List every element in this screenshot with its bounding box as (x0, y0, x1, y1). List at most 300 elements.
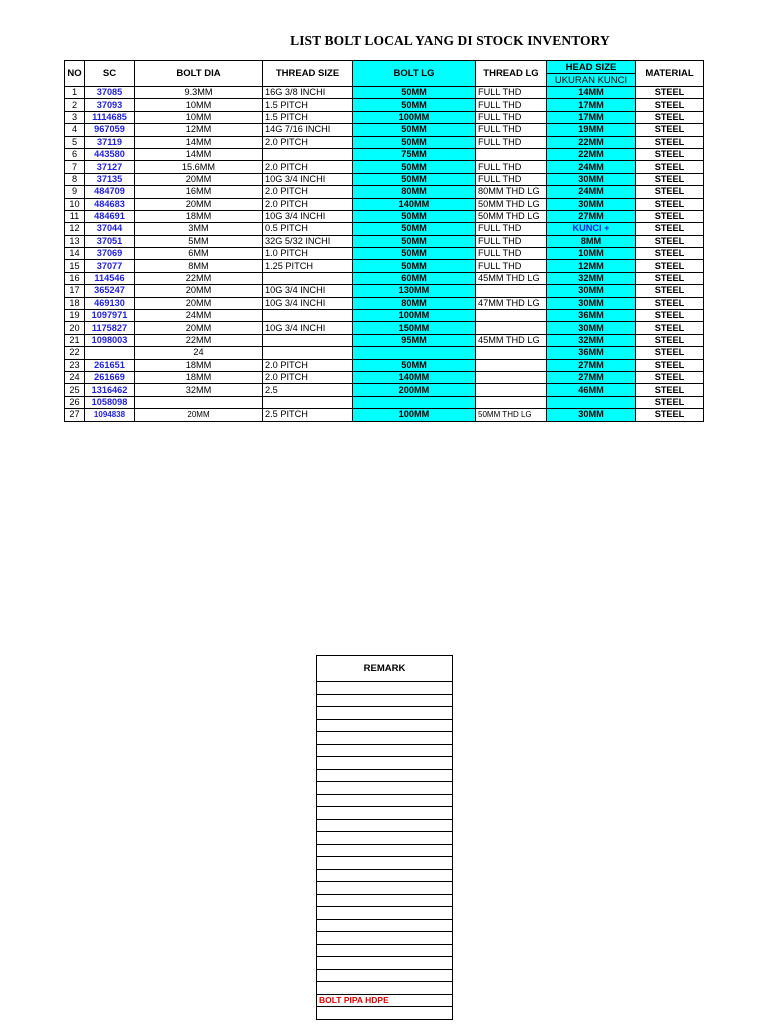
cell-bolt-dia: 20MM (135, 297, 263, 309)
cell-sc: 443580 (85, 148, 135, 160)
header-thread-lg: THREAD LG (476, 61, 547, 87)
cell-bolt-dia: 14MM (135, 136, 263, 148)
cell-thread-lg (476, 384, 547, 396)
cell-head-size: 30MM (547, 297, 636, 309)
cell-bolt-lg: 50MM (353, 173, 476, 185)
remark-row (317, 844, 453, 857)
cell-bolt-lg: 50MM (353, 359, 476, 371)
table-row (65, 409, 704, 421)
cell-bolt-dia: 20MM (135, 409, 263, 421)
cell-head-size: 22MM (547, 148, 636, 160)
cell-material: STEEL (636, 186, 704, 198)
header-bolt-lg: BOLT LG (353, 61, 476, 87)
cell-head-size: 19MM (547, 124, 636, 136)
cell-bolt-dia: 20MM (135, 198, 263, 210)
cell-bolt-lg: 80MM (353, 186, 476, 198)
remark-cell (317, 857, 453, 870)
cell-material: STEEL (636, 260, 704, 272)
cell-thread-size: 10G 3/4 INCHI (263, 285, 353, 297)
cell-thread-size: 2.0 PITCH (263, 161, 353, 173)
cell-thread-lg: 50MM THD LG (476, 409, 547, 421)
header-thread-size: THREAD SIZE (263, 61, 353, 87)
cell-bolt-dia: 20MM (135, 285, 263, 297)
table-row (65, 161, 704, 173)
cell-bolt-lg: 80MM (353, 297, 476, 309)
table-row (65, 322, 704, 334)
cell-thread-lg (476, 396, 547, 408)
header-sc: SC (85, 61, 135, 87)
remark-cell (317, 919, 453, 932)
cell-bolt-lg: 100MM (353, 111, 476, 123)
cell-bolt-lg: 50MM (353, 161, 476, 173)
cell-no: 25 (65, 384, 85, 396)
cell-bolt-dia: 9.3MM (135, 87, 263, 99)
remark-row (317, 682, 453, 695)
remark-cell (317, 969, 453, 982)
table-row (65, 272, 704, 284)
cell-material: STEEL (636, 161, 704, 173)
table-row (65, 235, 704, 247)
remark-row (317, 819, 453, 832)
cell-no: 3 (65, 111, 85, 123)
cell-sc: 114546 (85, 272, 135, 284)
cell-bolt-dia: 10MM (135, 99, 263, 111)
cell-no: 27 (65, 409, 85, 421)
remark-row (317, 832, 453, 845)
cell-no: 4 (65, 124, 85, 136)
remark-cell (317, 744, 453, 757)
cell-thread-lg: FULL THD (476, 260, 547, 272)
cell-thread-size: 10G 3/4 INCHI (263, 173, 353, 185)
cell-no: 18 (65, 297, 85, 309)
cell-head-size: 22MM (547, 136, 636, 148)
cell-thread-lg (476, 347, 547, 359)
cell-thread-lg: FULL THD (476, 99, 547, 111)
table-row (65, 347, 704, 359)
cell-material: STEEL (636, 359, 704, 371)
remark-cell (317, 832, 453, 845)
cell-head-size: 36MM (547, 310, 636, 322)
cell-head-size: 17MM (547, 99, 636, 111)
cell-no: 19 (65, 310, 85, 322)
cell-bolt-lg: 50MM (353, 136, 476, 148)
cell-thread-size: 1.5 PITCH (263, 111, 353, 123)
cell-material: STEEL (636, 173, 704, 185)
remark-cell (317, 769, 453, 782)
cell-head-size: 14MM (547, 87, 636, 99)
cell-no: 1 (65, 87, 85, 99)
cell-no: 22 (65, 347, 85, 359)
remark-header: REMARK (317, 656, 453, 682)
cell-thread-size (263, 148, 353, 160)
table-row (65, 186, 704, 198)
remark-cell (317, 719, 453, 732)
remark-row (317, 694, 453, 707)
cell-head-size: 17MM (547, 111, 636, 123)
table-row (65, 87, 704, 99)
cell-bolt-dia: 24MM (135, 310, 263, 322)
remark-cell (317, 844, 453, 857)
header-head-size: HEAD SIZE (547, 61, 636, 74)
cell-thread-size: 16G 3/8 INCHI (263, 87, 353, 99)
cell-no: 24 (65, 371, 85, 383)
table-row (65, 198, 704, 210)
cell-bolt-lg: 95MM (353, 334, 476, 346)
cell-bolt-lg: 150MM (353, 322, 476, 334)
table-row (65, 148, 704, 160)
remark-row (317, 982, 453, 995)
cell-bolt-lg: 50MM (353, 99, 476, 111)
cell-no: 20 (65, 322, 85, 334)
cell-sc: 37051 (85, 235, 135, 247)
cell-material: STEEL (636, 272, 704, 284)
cell-bolt-lg: 200MM (353, 384, 476, 396)
cell-material: STEEL (636, 297, 704, 309)
header-bolt-dia: BOLT DIA (135, 61, 263, 87)
cell-thread-lg (476, 285, 547, 297)
cell-no: 26 (65, 396, 85, 408)
table-row (65, 359, 704, 371)
cell-thread-size: 14G 7/16 INCHI (263, 124, 353, 136)
cell-no: 2 (65, 99, 85, 111)
cell-sc: 37077 (85, 260, 135, 272)
cell-material: STEEL (636, 210, 704, 222)
page-title: LIST BOLT LOCAL YANG DI STOCK INVENTORY (290, 33, 610, 48)
cell-bolt-dia: 18MM (135, 371, 263, 383)
cell-bolt-dia: 8MM (135, 260, 263, 272)
cell-sc: 1058098 (85, 396, 135, 408)
cell-thread-size: 1.25 PITCH (263, 260, 353, 272)
remark-cell (317, 869, 453, 882)
remark-cell (317, 707, 453, 720)
cell-thread-lg (476, 371, 547, 383)
remark-row (317, 882, 453, 895)
cell-thread-size: 2.5 (263, 384, 353, 396)
table-row (65, 248, 704, 260)
table-row (65, 396, 704, 408)
cell-material: STEEL (636, 223, 704, 235)
cell-thread-lg: FULL THD (476, 223, 547, 235)
cell-head-size: 24MM (547, 186, 636, 198)
cell-material: STEEL (636, 198, 704, 210)
cell-thread-lg: 45MM THD LG (476, 272, 547, 284)
cell-head-size (547, 396, 636, 408)
remark-row (317, 894, 453, 907)
cell-bolt-lg: 100MM (353, 409, 476, 421)
cell-no: 12 (65, 223, 85, 235)
cell-no: 21 (65, 334, 85, 346)
cell-thread-size: 2.0 PITCH (263, 186, 353, 198)
cell-sc: 37069 (85, 248, 135, 260)
cell-head-size: 30MM (547, 285, 636, 297)
cell-bolt-dia (135, 396, 263, 408)
cell-thread-size: 32G 5/32 INCHI (263, 235, 353, 247)
cell-sc: 484691 (85, 210, 135, 222)
cell-material: STEEL (636, 148, 704, 160)
cell-sc: 484683 (85, 198, 135, 210)
remark-table (316, 655, 453, 1020)
cell-bolt-lg: 50MM (353, 124, 476, 136)
cell-bolt-dia: 20MM (135, 322, 263, 334)
remark-row (317, 932, 453, 945)
remark-row (317, 757, 453, 770)
cell-bolt-lg: 140MM (353, 371, 476, 383)
cell-bolt-dia: 20MM (135, 173, 263, 185)
remark-row (317, 969, 453, 982)
cell-sc: 261669 (85, 371, 135, 383)
cell-head-size: 30MM (547, 409, 636, 421)
remark-row (317, 707, 453, 720)
cell-material: STEEL (636, 285, 704, 297)
remark-cell (317, 732, 453, 745)
cell-no: 10 (65, 198, 85, 210)
cell-no: 9 (65, 186, 85, 198)
cell-thread-lg: 50MM THD LG (476, 198, 547, 210)
cell-thread-size: 2.0 PITCH (263, 136, 353, 148)
cell-head-size: 27MM (547, 359, 636, 371)
cell-thread-lg: 50MM THD LG (476, 210, 547, 222)
cell-thread-size: 0.5 PITCH (263, 223, 353, 235)
cell-thread-size: 10G 3/4 INCHI (263, 322, 353, 334)
cell-sc: 37127 (85, 161, 135, 173)
remark-row (317, 994, 453, 1007)
remark-row (317, 782, 453, 795)
remark-cell (317, 794, 453, 807)
cell-thread-size (263, 272, 353, 284)
cell-sc: 1094838 (85, 409, 135, 421)
cell-head-size: 24MM (547, 161, 636, 173)
cell-bolt-lg: 100MM (353, 310, 476, 322)
cell-thread-size: 2.0 PITCH (263, 198, 353, 210)
cell-thread-size (263, 396, 353, 408)
cell-material: STEEL (636, 99, 704, 111)
cell-material: STEEL (636, 235, 704, 247)
cell-bolt-dia: 5MM (135, 235, 263, 247)
cell-head-size: 27MM (547, 371, 636, 383)
cell-material: STEEL (636, 396, 704, 408)
cell-sc (85, 347, 135, 359)
remark-cell (317, 932, 453, 945)
cell-head-size: 46MM (547, 384, 636, 396)
cell-no: 11 (65, 210, 85, 222)
table-row (65, 210, 704, 222)
table-row (65, 297, 704, 309)
cell-thread-lg: 47MM THD LG (476, 297, 547, 309)
remark-row (317, 944, 453, 957)
table-row (65, 334, 704, 346)
cell-thread-lg: FULL THD (476, 248, 547, 260)
cell-no: 13 (65, 235, 85, 247)
cell-no: 5 (65, 136, 85, 148)
cell-no: 8 (65, 173, 85, 185)
table-row (65, 111, 704, 123)
cell-sc: 37135 (85, 173, 135, 185)
remark-row (317, 769, 453, 782)
cell-sc: 37093 (85, 99, 135, 111)
remark-cell (317, 944, 453, 957)
remark-row (317, 857, 453, 870)
cell-bolt-dia: 32MM (135, 384, 263, 396)
cell-head-size: 10MM (547, 248, 636, 260)
cell-bolt-lg (353, 347, 476, 359)
cell-bolt-lg: 50MM (353, 210, 476, 222)
remark-row (317, 744, 453, 757)
cell-bolt-dia: 22MM (135, 272, 263, 284)
cell-thread-size (263, 347, 353, 359)
cell-thread-size: 2.0 PITCH (263, 359, 353, 371)
cell-head-size: 32MM (547, 334, 636, 346)
cell-thread-lg (476, 359, 547, 371)
cell-sc: 1316462 (85, 384, 135, 396)
cell-thread-lg (476, 310, 547, 322)
cell-bolt-lg: 50MM (353, 235, 476, 247)
remark-row (317, 907, 453, 920)
cell-material: STEEL (636, 334, 704, 346)
remark-cell (317, 907, 453, 920)
cell-sc: 1114685 (85, 111, 135, 123)
remark-cell (317, 782, 453, 795)
cell-bolt-dia: 6MM (135, 248, 263, 260)
cell-bolt-lg: 130MM (353, 285, 476, 297)
cell-head-size: 12MM (547, 260, 636, 272)
cell-thread-lg: 45MM THD LG (476, 334, 547, 346)
cell-no: 23 (65, 359, 85, 371)
cell-bolt-lg: 50MM (353, 87, 476, 99)
inventory-table (64, 60, 704, 422)
remark-row (317, 719, 453, 732)
table-row (65, 136, 704, 148)
remark-cell: BOLT PIPA HDPE (317, 994, 453, 1007)
table-row (65, 223, 704, 235)
cell-head-size: 30MM (547, 322, 636, 334)
cell-material: STEEL (636, 409, 704, 421)
remark-row (317, 794, 453, 807)
cell-thread-lg: FULL THD (476, 173, 547, 185)
cell-head-size: KUNCI + (547, 223, 636, 235)
cell-bolt-dia: 3MM (135, 223, 263, 235)
cell-sc: 37044 (85, 223, 135, 235)
cell-head-size: 30MM (547, 198, 636, 210)
remark-row (317, 869, 453, 882)
cell-thread-lg: FULL THD (476, 124, 547, 136)
cell-material: STEEL (636, 111, 704, 123)
cell-no: 14 (65, 248, 85, 260)
cell-bolt-lg (353, 396, 476, 408)
cell-thread-size (263, 334, 353, 346)
remark-cell (317, 694, 453, 707)
cell-sc: 967059 (85, 124, 135, 136)
cell-thread-size: 1.5 PITCH (263, 99, 353, 111)
cell-material: STEEL (636, 384, 704, 396)
cell-no: 6 (65, 148, 85, 160)
cell-bolt-dia: 16MM (135, 186, 263, 198)
cell-bolt-lg: 60MM (353, 272, 476, 284)
header-no: NO (65, 61, 85, 87)
cell-sc: 484709 (85, 186, 135, 198)
remark-cell (317, 982, 453, 995)
header-ukuran-kunci: UKURAN KUNCI (547, 74, 636, 87)
cell-thread-lg: FULL THD (476, 111, 547, 123)
table-row (65, 285, 704, 297)
remark-cell (317, 1007, 453, 1020)
header-material: MATERIAL (636, 61, 704, 87)
cell-material: STEEL (636, 136, 704, 148)
cell-material: STEEL (636, 124, 704, 136)
cell-head-size: 27MM (547, 210, 636, 222)
cell-bolt-lg: 50MM (353, 260, 476, 272)
cell-sc: 37085 (85, 87, 135, 99)
cell-no: 15 (65, 260, 85, 272)
remark-cell (317, 882, 453, 895)
cell-bolt-lg: 75MM (353, 148, 476, 160)
cell-bolt-dia: 14MM (135, 148, 263, 160)
cell-bolt-lg: 140MM (353, 198, 476, 210)
cell-sc: 365247 (85, 285, 135, 297)
cell-material: STEEL (636, 87, 704, 99)
cell-material: STEEL (636, 248, 704, 260)
cell-head-size: 32MM (547, 272, 636, 284)
cell-bolt-dia: 15.6MM (135, 161, 263, 173)
cell-no: 7 (65, 161, 85, 173)
cell-material: STEEL (636, 322, 704, 334)
cell-bolt-lg: 50MM (353, 223, 476, 235)
cell-thread-lg (476, 322, 547, 334)
cell-sc: 1098003 (85, 334, 135, 346)
cell-thread-lg: 80MM THD LG (476, 186, 547, 198)
cell-thread-lg: FULL THD (476, 136, 547, 148)
cell-thread-size: 1.0 PITCH (263, 248, 353, 260)
cell-sc: 1097971 (85, 310, 135, 322)
cell-head-size: 8MM (547, 235, 636, 247)
cell-sc: 261651 (85, 359, 135, 371)
cell-material: STEEL (636, 371, 704, 383)
remark-row (317, 1007, 453, 1020)
table-row (65, 384, 704, 396)
table-row (65, 310, 704, 322)
cell-thread-lg (476, 148, 547, 160)
cell-no: 16 (65, 272, 85, 284)
cell-head-size: 30MM (547, 173, 636, 185)
cell-thread-lg: FULL THD (476, 87, 547, 99)
remark-row (317, 807, 453, 820)
cell-thread-lg: FULL THD (476, 161, 547, 173)
table-row (65, 173, 704, 185)
cell-material: STEEL (636, 347, 704, 359)
cell-thread-size: 2.5 PITCH (263, 409, 353, 421)
remark-cell (317, 819, 453, 832)
cell-bolt-lg: 50MM (353, 248, 476, 260)
remark-row (317, 957, 453, 970)
cell-thread-size: 10G 3/4 INCHI (263, 297, 353, 309)
table-row (65, 124, 704, 136)
cell-head-size: 36MM (547, 347, 636, 359)
cell-bolt-dia: 18MM (135, 210, 263, 222)
table-row (65, 260, 704, 272)
cell-thread-size: 2.0 PITCH (263, 371, 353, 383)
cell-thread-lg: FULL THD (476, 235, 547, 247)
remark-cell (317, 682, 453, 695)
cell-thread-size (263, 310, 353, 322)
remark-cell (317, 807, 453, 820)
cell-bolt-dia: 24 (135, 347, 263, 359)
table-row (65, 371, 704, 383)
remark-cell (317, 757, 453, 770)
cell-bolt-dia: 22MM (135, 334, 263, 346)
cell-sc: 469130 (85, 297, 135, 309)
cell-sc: 1175827 (85, 322, 135, 334)
cell-no: 17 (65, 285, 85, 297)
cell-bolt-dia: 10MM (135, 111, 263, 123)
